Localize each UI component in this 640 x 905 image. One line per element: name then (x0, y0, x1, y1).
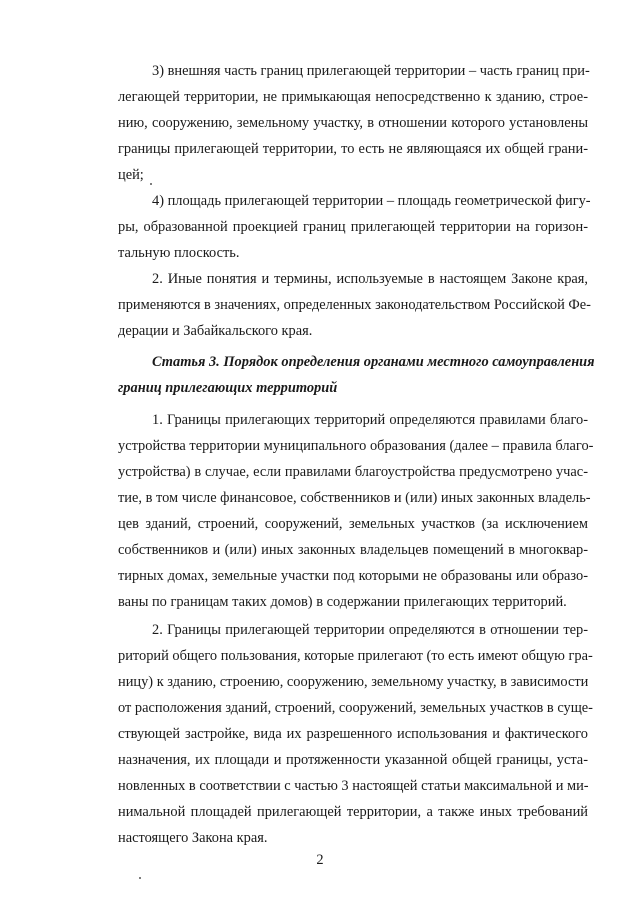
article-heading: границ прилегающих территорий (118, 380, 338, 396)
text-line: нимальной площадей прилегающей территории, а также иных требований (118, 804, 588, 820)
text-line: тирных домах, земельные участки под которыми не образованы или образо- (118, 568, 588, 584)
text-line: собственников и (или) иных законных владельцев помещений в многоквар- (118, 542, 588, 558)
text-line: 1. Границы прилегающих территорий определяются правилами благо- (152, 412, 588, 428)
text-line: от расположения зданий, строений, сооружений, земельных участков в суще- (118, 700, 593, 716)
text-line: 4) площадь прилегающей территории – площадь геометрической фигу- (152, 193, 591, 209)
text-line: тие, в том числе финансовое, собственников и (или) иных законных владель- (118, 490, 591, 506)
text-line: тальную плоскость. (118, 245, 240, 261)
text-line: применяются в значениях, определенных законодательством Российской Фе- (118, 297, 591, 313)
text-line: настоящего Закона края. (118, 830, 268, 846)
text-line: 2. Границы прилегающей территории определяются в отношении тер- (152, 622, 588, 638)
text-line: 3) внешняя часть границ прилегающей территории – часть границ при- (152, 63, 590, 79)
text-line: ры, образованной проекцией границ прилегающей территории на горизон- (118, 219, 588, 235)
text-line: границы прилегающей территории, то есть не являющаяся их общей грани- (118, 141, 588, 157)
scan-speck (150, 183, 152, 185)
text-line: дерации и Забайкальского края. (118, 323, 313, 339)
text-line: устройства территории муниципального образования (далее – правила благо- (118, 438, 594, 454)
text-line: назначения, их площади и протяженности указанной общей границы, уста- (118, 752, 588, 768)
text-line: новленных в соответствии с частью 3 настоящей статьи максимальной и ми- (118, 778, 589, 794)
text-line: нию, сооружению, земельному участку, в отношении которого установлены (118, 115, 588, 131)
text-line: устройства) в случае, если правилами благоустройства предусмотрено учас- (118, 464, 588, 480)
text-line: легающей территории, не примыкающая непосредственно к зданию, строе- (118, 89, 588, 105)
scan-speck (139, 877, 141, 879)
text-line: риторий общего пользования, которые прилегают (то есть имеют общую гра- (118, 648, 593, 664)
text-line: ваны по границам таких домов) в содержании прилегающих территорий. (118, 594, 567, 610)
text-line: цей; (118, 167, 144, 183)
text-line: 2. Иные понятия и термины, используемые в настоящем Законе края, (152, 271, 588, 287)
article-heading: Статья 3. Порядок определения органами местного самоуправления (152, 354, 595, 370)
text-line: цев зданий, строений, сооружений, земельных участков (за исключением (118, 516, 588, 532)
text-line: ницу) к зданию, строению, сооружению, земельному участку, в зависимости (118, 674, 589, 690)
page-number: 2 (316, 852, 324, 868)
text-line: ствующей застройке, вида их разрешенного использования и фактического (118, 726, 588, 742)
